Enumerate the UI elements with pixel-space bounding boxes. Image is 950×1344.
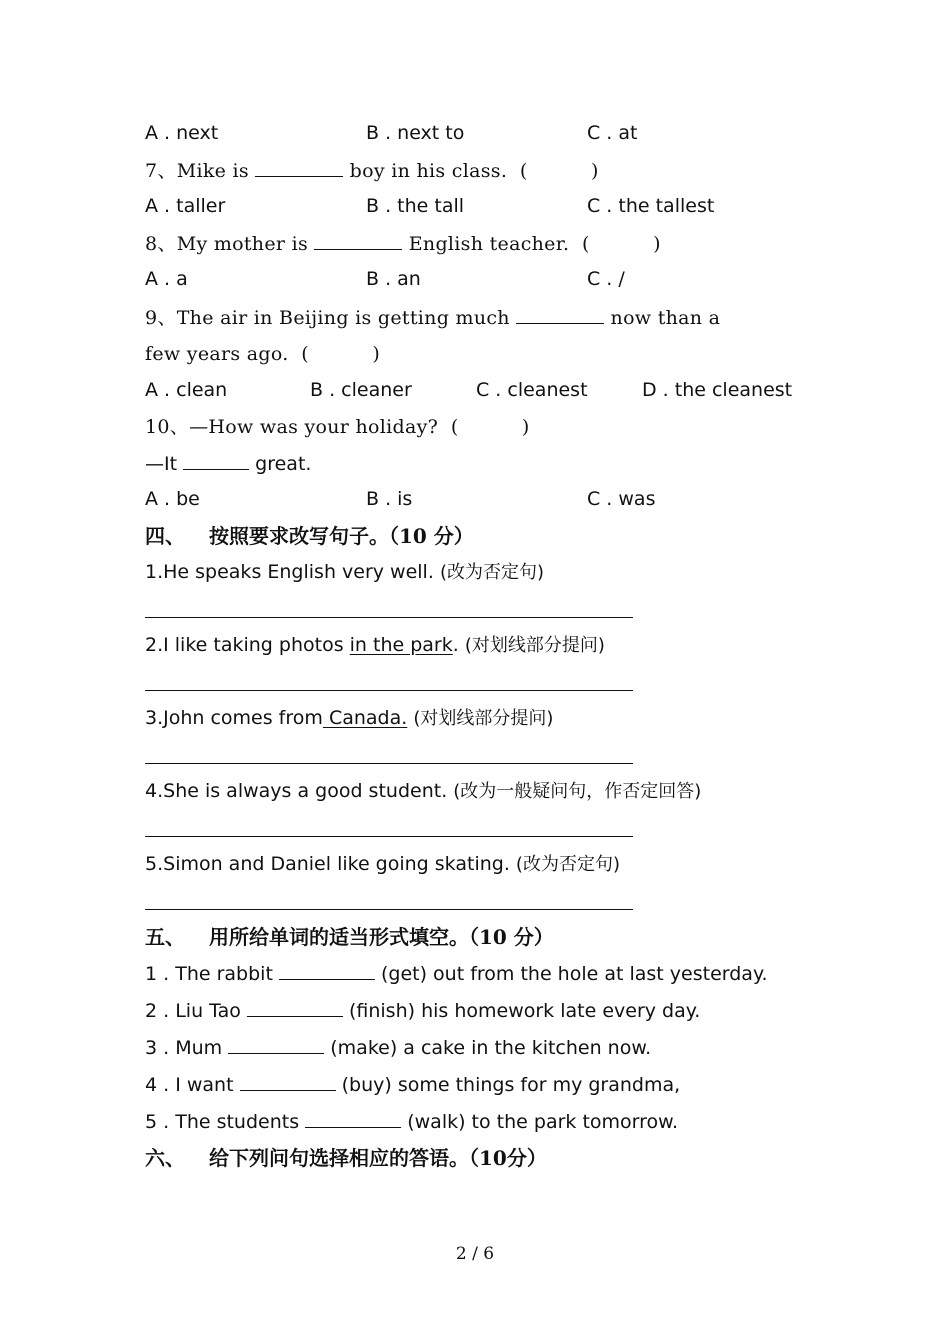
question-7 (145, 161, 599, 181)
fill-4-pre: 4 . I want (145, 1074, 234, 1096)
rewrite-2-answer-line[interactable] (145, 690, 633, 691)
fill-4-blank[interactable] (240, 1075, 336, 1091)
q7-option-c: C . the tallest (587, 195, 715, 217)
fill-2-post: (finish) his homework late every day. (348, 1000, 701, 1022)
fill-4-post: (buy) some things for my grandma, (341, 1074, 681, 1096)
q10-blank (183, 454, 249, 470)
question-10-line-2 (145, 454, 311, 474)
q6-option-a: A . next (145, 122, 219, 144)
fill-2-pre: 2 . Liu Tao (145, 1000, 241, 1022)
fill-1-post: (get) out from the hole at last yesterday. (380, 963, 768, 985)
fill-2-blank[interactable] (247, 1001, 343, 1017)
q9-text-c: few years ago. (145, 343, 289, 365)
section-5-number: 五、 (145, 925, 185, 949)
q10-answer-paren: ( ) (450, 416, 530, 438)
q9-option-a: A . clean (145, 379, 228, 401)
fill-item-2 (145, 1001, 700, 1021)
q8-option-c: C . / (587, 268, 625, 290)
q8-blank (314, 234, 402, 250)
rewrite-3-text: 3.John comes from (145, 707, 323, 729)
rewrite-4-note: (改为一般疑问句，作否定回答) (453, 781, 702, 802)
q10-text-a: 10、—How was your holiday? (145, 416, 439, 438)
rewrite-2-underlined: in the park (349, 634, 453, 656)
fill-5-blank[interactable] (305, 1112, 401, 1128)
section-6-number: 六、 (145, 1146, 185, 1170)
rewrite-1-note: (改为否定句) (439, 562, 544, 583)
q9-text-b: now than a (610, 307, 721, 329)
rewrite-item-4 (145, 782, 701, 801)
q10-line2-b: great. (255, 453, 312, 475)
q8-answer-paren: ( ) (582, 233, 661, 255)
rewrite-2-text: 2.I like taking photos (145, 634, 350, 656)
rewrite-item-3 (145, 709, 553, 728)
fill-3-post: (make) a cake in the kitchen now. (330, 1037, 652, 1059)
fill-5-post: (walk) to the park tomorrow. (407, 1111, 678, 1133)
q8-text-a: 8、My mother is (145, 233, 309, 255)
rewrite-5-text: 5.Simon and Daniel like going skating. (145, 853, 510, 875)
q9-option-b: B . cleaner (310, 379, 412, 401)
q9-blank (516, 308, 604, 324)
rewrite-5-note: (改为否定句) (515, 854, 620, 875)
q7-blank (255, 161, 343, 177)
rewrite-item-2 (145, 636, 605, 655)
q7-option-b: B . the tall (366, 195, 465, 217)
fill-3-pre: 3 . Mum (145, 1037, 223, 1059)
q8-option-b: B . an (366, 268, 421, 290)
rewrite-item-5 (145, 855, 620, 874)
q10-option-c: C . was (587, 488, 656, 510)
fill-3-blank[interactable] (228, 1038, 324, 1054)
page-number: 2 / 6 (455, 1244, 495, 1264)
section-4-heading (145, 526, 474, 546)
q7-option-a: A . taller (145, 195, 226, 217)
q8-text-b: English teacher. (408, 233, 570, 255)
q9-option-d: D . the cleanest (642, 379, 793, 401)
q9-answer-paren: ( ) (301, 343, 381, 365)
q10-line2-a: —It (145, 453, 178, 475)
rewrite-3-answer-line[interactable] (145, 763, 633, 764)
question-8 (145, 234, 661, 254)
q6-option-c: C . at (587, 122, 638, 144)
fill-item-1 (145, 964, 768, 984)
q7-text-b: boy in his class. (349, 160, 508, 182)
fill-item-5 (145, 1112, 678, 1132)
section-6-title: 给下列问句选择相应的答语。（10分） (209, 1146, 547, 1170)
fill-1-blank[interactable] (279, 964, 375, 980)
q8-option-a: A . a (145, 268, 188, 290)
question-9-line-2 (145, 345, 380, 364)
rewrite-4-text: 4.She is always a good student. (145, 780, 448, 802)
rewrite-5-answer-line[interactable] (145, 909, 633, 910)
question-10 (145, 418, 530, 437)
rewrite-1-text: 1.He speaks English very well. (145, 561, 434, 583)
rewrite-3-note: (对划线部分提问) (413, 708, 554, 729)
q9-text-a: 9、The air in Beijing is getting much (145, 307, 510, 329)
rewrite-3-underlined: Canada. (322, 707, 408, 729)
q9-option-c: C . cleanest (476, 379, 588, 401)
section-4-title: 按照要求改写句子。（10 分） (209, 524, 474, 548)
section-4-number: 四、 (145, 524, 185, 548)
fill-item-4 (145, 1075, 680, 1095)
q7-text-a: 7、Mike is (145, 160, 249, 182)
q6-option-b: B . next to (366, 122, 465, 144)
q7-answer-paren: ( ) (519, 160, 599, 182)
rewrite-4-answer-line[interactable] (145, 836, 633, 837)
rewrite-2-note: (对划线部分提问) (464, 635, 605, 656)
section-5-heading (145, 927, 554, 947)
rewrite-1-answer-line[interactable] (145, 617, 633, 618)
section-5-title: 用所给单词的适当形式填空。（10 分） (209, 925, 554, 949)
fill-1-pre: 1 . The rabbit (145, 963, 273, 985)
question-9-line-1 (145, 308, 720, 328)
q10-option-b: B . is (366, 488, 413, 510)
fill-5-pre: 5 . The students (145, 1111, 300, 1133)
fill-item-3 (145, 1038, 651, 1058)
q10-option-a: A . be (145, 488, 200, 510)
rewrite-item-1 (145, 563, 544, 582)
section-6-heading (145, 1148, 547, 1168)
rewrite-2-post: . (452, 634, 459, 656)
